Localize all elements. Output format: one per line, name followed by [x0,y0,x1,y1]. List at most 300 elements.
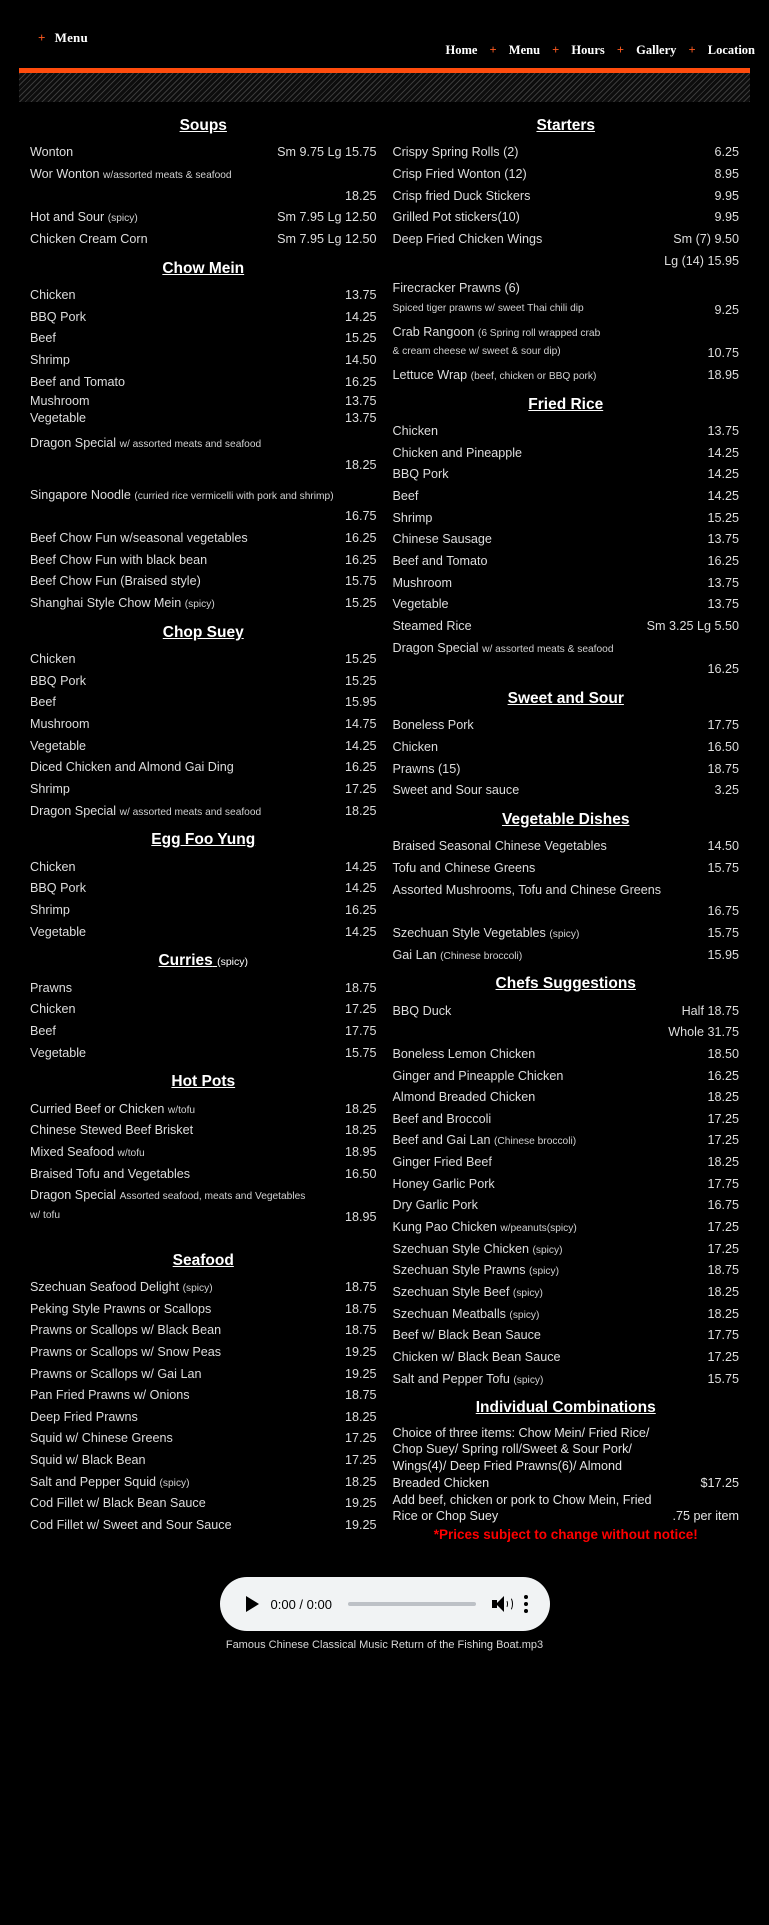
menu-item-row [30,736,377,758]
item-name: Dry Garlic Pork [392,1198,478,1213]
menu-item-row [30,857,377,879]
item-name: Beef and Tomato [30,374,125,389]
item-name: Chicken w/ Black Bean Sauce [392,1350,561,1365]
item-description: Spiced tiger prawns w/ sweet Thai chili dip [392,302,584,314]
menu-item-row [393,1174,740,1196]
menu-item-row [30,1407,377,1429]
item-qualifier: (spicy) [182,1282,213,1294]
item-name: Dragon Special [30,1188,117,1203]
section-heading-seafood: Seafood [172,1251,234,1269]
item-name: Cod Fillet w/ Black Bean Sauce [30,1496,206,1511]
combo-line-6 [393,1508,740,1525]
item-price: 17.25 [344,1453,377,1468]
item-name: Firecracker Prawns (6) [392,281,520,296]
item-price: 18.50 [707,1046,739,1061]
menu-item-row [393,638,740,681]
combo-line-3: Wings(4)/ Deep Fried Prawns(6)/ Almond [392,1459,623,1474]
item-name: Beef and Tomato [392,553,488,568]
item-qualifier-line2: w/ tofu [30,1209,61,1221]
item-qualifier: (spicy) [512,1288,543,1300]
plus-icon: + [38,30,46,45]
menu-item-row [30,1450,377,1472]
item-name: Szechuan Meatballs [392,1306,506,1321]
item-price: 15.75 [707,925,739,940]
menu-item-row [393,365,740,387]
item-qualifier: (spicy) [184,598,215,610]
item-name: Chicken and Pineapple [392,445,523,460]
menu-item-row [30,1043,377,1065]
nav-item-hours[interactable]: Hours [571,43,605,57]
menu-item-row [393,780,740,802]
item-name: Chicken [30,288,76,303]
item-price: 18.95 [344,1144,377,1159]
more-options-icon[interactable] [524,1592,528,1616]
item-name: Dragon Special [30,803,117,818]
item-name: Shrimp [30,902,70,917]
item-name: Beef w/ Black Bean Sauce [392,1328,541,1343]
item-name: Chicken [30,1002,76,1017]
menu-column-right [385,108,769,1543]
item-price: 16.50 [707,739,739,754]
item-price: 19.25 [344,1366,377,1381]
item-name: Singapore Noodle [30,487,131,502]
item-price: 15.25 [344,331,377,346]
item-qualifier: (spicy) [513,1374,544,1386]
section-heading-starters: Starters [536,117,596,134]
item-name: Steamed Rice [392,618,472,633]
menu-item-row [30,372,377,394]
menu-item-row [30,1299,377,1321]
nav-separator-icon: + [552,43,560,57]
item-name: Ginger Fried Beef [392,1155,492,1170]
menu-item-row [30,1320,377,1342]
item-name: Crab Rangoon [392,324,475,339]
item-price: 17.75 [707,718,739,733]
play-icon[interactable] [246,1596,259,1612]
section-heading-chow-mein: Chow Mein [162,259,245,277]
item-name: Mixed Seafood [30,1144,115,1159]
menu-item-row [393,443,740,465]
item-price: 16.25 [707,553,739,568]
menu-item-row [30,550,377,572]
item-price: 18.75 [707,1263,739,1278]
item-price: 15.75 [344,574,377,589]
item-price: 18.75 [344,980,377,995]
item-price: 17.25 [344,1002,377,1017]
item-price: 16.25 [344,902,377,917]
menu-item-row [393,278,740,321]
section-heading-chop-suey: Chop Suey [162,623,244,641]
audio-time-display: 0:00 / 0:00 [270,1596,332,1612]
item-qualifier: (spicy) [509,1309,540,1321]
item-name: BBQ Pork [392,467,449,482]
item-price: 18.25 [344,803,377,818]
menu-item-row [30,571,377,593]
item-name: Szechuan Seafood Delight [30,1279,180,1294]
nav-item-home[interactable]: Home [445,43,478,57]
item-price: 18.75 [344,1301,377,1316]
menu-item-row [393,421,740,443]
item-price: 13.75 [707,597,739,612]
item-name: Beef Chow Fun with black bean [30,552,208,567]
item-name: Vegetable [30,924,87,939]
item-name: Beef Chow Fun (Braised style) [30,574,201,589]
menu-item-row [393,1325,740,1347]
menu-item-row [30,779,377,801]
top-navigation-bar [0,0,769,62]
item-price: 16.25 [344,374,377,389]
item-price: 18.25 [344,1474,377,1489]
section-heading-sweet-and-sour: Sweet and Sour [507,689,624,707]
section-heading-chefs-suggestions: Chefs Suggestions [495,975,636,993]
item-name: Chinese Stewed Beef Brisket [30,1123,194,1138]
item-name: Dragon Special [392,640,479,655]
item-price: 13.75 [707,532,739,547]
item-price: 16.75 [344,509,377,524]
item-name: Vegetable [392,597,449,612]
menu-item-row [30,350,377,372]
item-price: 17.25 [344,781,377,796]
menu-item-row [30,164,377,207]
item-name: Beef and Gai Lan [392,1133,491,1148]
item-qualifier: (Chinese broccoli) [440,950,523,962]
section-heading-fried-rice: Fried Rice [528,395,604,413]
item-name: Crispy Spring Rolls (2) [392,145,519,160]
item-price: 16.75 [707,904,739,919]
item-name: Almond Breaded Chicken [392,1090,536,1105]
item-price-secondary: Whole 31.75 [668,1025,739,1040]
menu-item-row [393,1022,740,1044]
item-price: 8.95 [714,167,739,182]
menu-item-row [393,880,740,923]
main-nav [445,43,755,58]
item-qualifier: w/tofu [167,1104,196,1116]
menu-item-row [30,485,377,528]
menu-item-row [393,573,740,595]
item-price: Sm 3.25 Lg 5.50 [646,618,739,633]
item-name: Deep Fried Chicken Wings [392,232,543,246]
item-price: Half 18.75 [681,1003,739,1018]
menu-item-row [393,1217,740,1239]
menu-item-row [393,1087,740,1109]
nav-item-menu[interactable]: Menu [508,43,541,57]
menu-item-row [30,1021,377,1043]
menu-item-row [30,1277,377,1299]
item-name: Peking Style Prawns or Scallops [30,1301,212,1316]
item-price: 15.95 [344,695,377,710]
item-price: 17.75 [707,1176,739,1191]
menu-item-row [30,671,377,693]
item-price: 16.25 [344,530,377,545]
item-qualifier: (spicy) [529,1266,560,1278]
item-price: 15.25 [344,651,377,666]
item-name: Szechuan Style Beef [392,1285,510,1300]
nav-item-location[interactable]: Location [707,43,755,57]
combo-price-addon: .75 per item [672,1509,739,1524]
menu-item-row [393,1066,740,1088]
item-price: 9.95 [714,188,739,203]
item-price: 17.25 [707,1133,739,1148]
item-name: Prawns (15) [392,761,461,776]
item-price: 18.25 [707,1306,739,1321]
menu-item-row [30,593,377,615]
menu-item-row [30,1099,377,1121]
item-price: 18.75 [344,1388,377,1403]
menu-item-row [393,1001,740,1023]
item-price: 19.25 [344,1496,377,1511]
menu-item-row [393,207,740,229]
item-qualifier: (spicy) [532,1244,563,1256]
menu-item-row [393,715,740,737]
menu-item-row [30,999,377,1021]
item-price: 19.25 [344,1344,377,1359]
menu-item-row [30,1185,377,1228]
item-price: 17.75 [344,1023,377,1038]
item-name: Prawns or Scallops w/ Snow Peas [30,1344,222,1359]
item-name: Squid w/ Chinese Greens [30,1431,173,1446]
item-name: Diced Chicken and Almond Gai Ding [30,760,234,775]
item-name: Honey Garlic Pork [392,1176,495,1191]
item-name: Prawns or Scallops w/ Black Bean [30,1323,222,1338]
item-price: 16.50 [344,1166,377,1181]
menu-item-row [393,486,740,508]
item-price: 14.50 [344,353,377,367]
menu-item-row [393,945,740,967]
item-price: 14.25 [707,467,739,482]
item-price: 18.25 [707,1285,739,1300]
menu-item-row [393,229,740,251]
menu-item-row [393,1369,740,1391]
item-name: Salt and Pepper Squid [30,1474,157,1489]
item-name: Mushroom [30,394,90,409]
combo-line-4 [393,1475,740,1492]
item-name: Crisp fried Duck Stickers [392,188,531,203]
combo-line-6-text: Rice or Chop Suey [392,1509,499,1524]
item-name: Chicken [392,423,438,438]
item-name: Chicken [30,859,76,874]
menu-item-row [30,878,377,900]
item-price: Sm 9.75 Lg 15.75 [277,145,377,160]
item-price: Sm 7.95 Lg 12.50 [277,210,377,225]
menu-item-row [393,1304,740,1326]
item-price: 18.25 [344,457,377,472]
item-name: Assorted Mushrooms, Tofu and Chinese Greens [392,882,662,897]
item-qualifier: w/ assorted meats and seafood [119,439,262,451]
item-qualifier: (spicy) [549,928,580,940]
item-name: Hot and Sour [30,210,105,225]
item-name: Boneless Lemon Chicken [392,1046,536,1061]
item-price: 14.25 [707,445,739,460]
item-name: Grilled Pot stickers(10) [392,210,520,225]
menu-item-row [393,1282,740,1304]
item-name: BBQ Pork [30,309,86,324]
item-name: Mushroom [392,575,452,590]
section-heading-egg-foo-yung: Egg Foo Yung [151,831,256,849]
item-price: 15.95 [707,947,739,962]
item-price: 16.25 [707,1068,739,1083]
item-price: Sm 7.95 Lg 12.50 [277,232,377,246]
audio-player-section [0,1577,769,1661]
item-qualifier-line2: & cream cheese w/ sweet & sour dip) [392,346,561,358]
item-price: 18.25 [344,1123,377,1138]
item-name: BBQ Pork [30,673,86,688]
item-name: Kung Pao Chicken [392,1220,497,1235]
item-name: Beef Chow Fun w/seasonal vegetables [30,530,248,545]
menu-item-row [30,922,377,944]
menu-item-row [393,1109,740,1131]
audio-player[interactable] [220,1577,550,1631]
menu-item-row [393,759,740,781]
item-qualifier: (Chinese broccoli) [494,1136,577,1148]
menu-item-row [30,900,377,922]
section-qualifier: (spicy) [217,956,248,969]
item-price: 18.25 [344,188,377,203]
menu-item-row [30,410,377,427]
item-name: Gai Lan [392,947,437,962]
item-name: Beef [30,695,56,710]
item-name: Szechuan Style Chicken [392,1241,530,1256]
item-price: 19.25 [344,1518,377,1533]
item-name: Wonton [30,145,74,160]
item-price: 13.75 [344,288,377,303]
item-name: Shanghai Style Chow Mein [30,595,182,610]
item-price: 18.75 [707,761,739,776]
item-name: Squid w/ Black Bean [30,1453,146,1468]
menu-item-row [393,616,740,638]
nav-separator-icon: + [688,43,696,57]
item-name: Beef [30,331,56,346]
menu-item-row [393,594,740,616]
item-name: Braised Tofu and Vegetables [30,1166,191,1181]
item-price: 3.25 [714,783,739,798]
menu-item-row [30,1342,377,1364]
item-name: Shrimp [392,510,433,525]
item-price: 18.25 [707,1090,739,1105]
item-name: Vegetable [30,411,87,426]
menu-item-row [393,1152,740,1174]
item-name: Pan Fried Prawns w/ Onions [30,1388,190,1403]
item-qualifier: Assorted seafood, meats and Vegetables [119,1191,306,1203]
combo-line-5: Add beef, chicken or pork to Chow Mein, Fried [392,1492,652,1507]
item-price: 18.25 [344,1409,377,1424]
item-price: 15.25 [707,510,739,525]
item-name: BBQ Duck [392,1003,452,1018]
item-name: Sweet and Sour sauce [392,783,520,798]
item-price: 18.95 [707,367,739,382]
menu-item-row [393,251,740,273]
menu-item-row [393,464,740,486]
item-price: 14.50 [707,839,739,854]
item-name: Szechuan Style Vegetables [392,925,546,940]
menu-item-row [393,1260,740,1282]
item-name: Mushroom [30,716,90,731]
item-qualifier: w/assorted meats & seafood [103,170,232,182]
item-qualifier: (curried rice vermicelli with pork and shrimp) [134,490,334,502]
menu-item-row [393,1239,740,1261]
menu-item-row [393,322,740,365]
menu-item-row [393,551,740,573]
item-price: 14.25 [707,488,739,503]
menu-item-row [30,1515,377,1537]
item-price: 16.75 [707,1198,739,1213]
menu-item-row [30,1164,377,1186]
menu-item-row [30,692,377,714]
item-price: 18.95 [344,1209,377,1224]
menu-item-row [30,801,377,823]
menu-item-row [30,433,377,476]
item-price: 18.25 [707,1155,739,1170]
item-price: 15.75 [344,1045,377,1060]
item-price: 9.95 [714,210,739,225]
item-name: Chicken Cream Corn [30,232,148,246]
menu-item-row [30,1472,377,1494]
nav-item-gallery[interactable]: Gallery [636,43,677,57]
item-price: 14.25 [344,859,377,874]
menu-item-row [30,229,377,251]
item-name: Chinese Sausage [392,532,492,547]
menu-item-row [393,164,740,186]
item-price: 18.25 [344,1101,377,1116]
item-name: Braised Seasonal Chinese Vegetables [392,839,607,854]
brand-menu-label: Menu [54,30,88,45]
menu-body [0,102,769,1543]
section-title-text: Curries [158,952,213,970]
item-name: Curried Beef or Chicken [30,1101,165,1116]
item-name: Beef [392,488,419,503]
menu-item-row [393,186,740,208]
audio-caption: Famous Chinese Classical Music Return of the Fishing Boat.mp3 [225,1639,544,1652]
menu-item-row [30,328,377,350]
item-price: Sm (7) 9.50 [673,232,739,246]
item-price: 14.25 [344,738,377,753]
item-price: 15.25 [344,595,377,610]
price-change-notice: *Prices subject to change without notice! [433,1527,698,1543]
item-price: 13.75 [707,575,739,590]
item-name: Beef and Broccoli [392,1111,492,1126]
brand-menu-link[interactable] [38,30,88,46]
item-qualifier: w/ assorted meats & seafood [482,643,614,655]
menu-item-row [30,207,377,229]
combo-line-2: Chop Suey/ Spring roll/Sweet & Sour Pork/ [392,1442,632,1457]
section-heading-soups: Soups [179,117,227,134]
section-heading-individual-combinations: Individual Combinations [475,1399,656,1417]
menu-item-row [393,858,740,880]
section-heading-vegetable-dishes: Vegetable Dishes [501,810,630,828]
item-price: 15.75 [707,860,739,875]
item-price: 9.25 [714,302,739,317]
item-price: 16.25 [344,760,377,775]
menu-item-row [393,923,740,945]
volume-icon[interactable] [492,1595,512,1613]
item-name: Lettuce Wrap [392,367,468,382]
audio-progress-slider[interactable] [348,1602,476,1606]
item-qualifier: w/ assorted meats and seafood [119,806,262,818]
item-name: Salt and Pepper Tofu [392,1371,510,1386]
menu-item-row [393,1195,740,1217]
menu-item-row [30,649,377,671]
item-name: Shrimp [30,353,70,367]
item-price: 14.25 [344,309,377,324]
item-qualifier: (spicy) [107,213,138,225]
item-price: 14.25 [344,924,377,939]
menu-item-row [30,393,377,410]
combinations-description [393,1425,740,1525]
item-name: Dragon Special [30,436,117,451]
item-price-secondary: Lg (14) 15.95 [664,253,739,268]
menu-item-row [30,978,377,1000]
menu-item-row [393,142,740,164]
item-price: 15.75 [707,1371,739,1386]
